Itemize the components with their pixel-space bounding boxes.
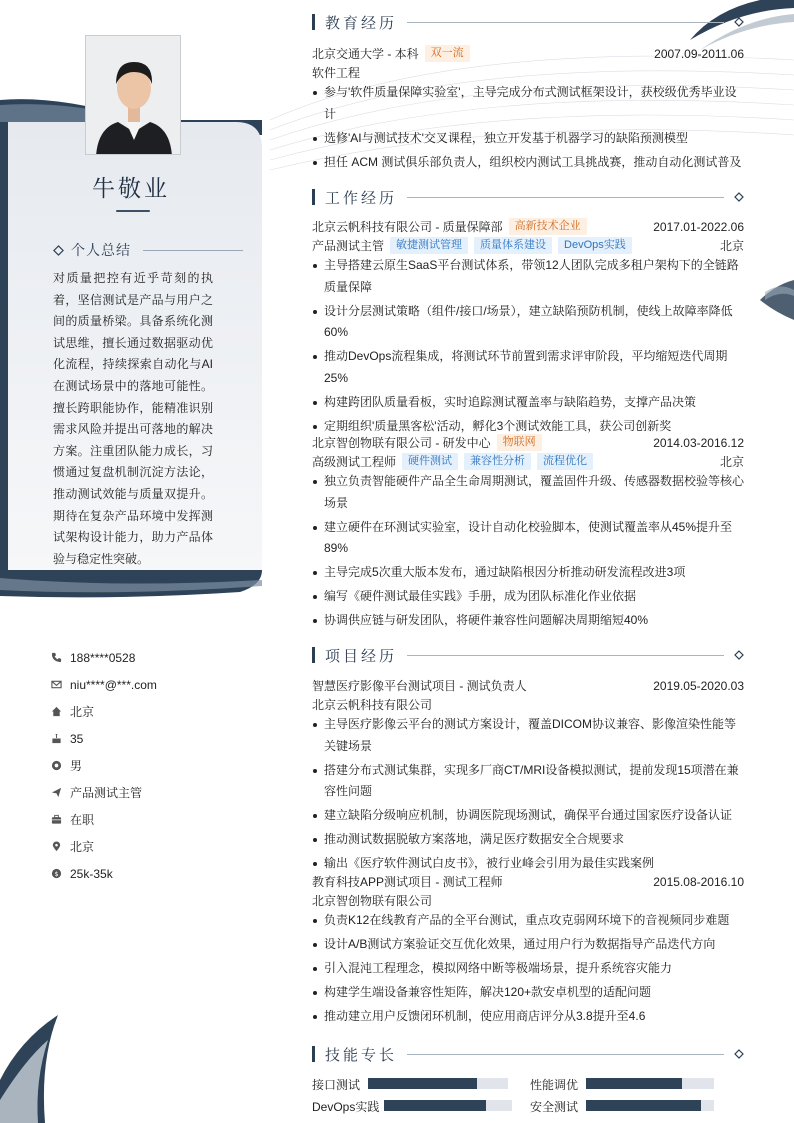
skill-bar-fill bbox=[586, 1078, 682, 1089]
contact-phone: 188****0528 bbox=[50, 644, 250, 671]
contact-age: 35 bbox=[50, 725, 250, 752]
project-bullets bbox=[312, 910, 744, 1028]
summary-text: 对质量把控有近乎苛刻的执着，坚信测试是产品与用户之间的质量桥梁。具备系统化测试思维，擅长通过数据驱动优化流程，持续探索自动化与AI在测试场景中的落地可能性。擅长跨职能协作，能精准识别需求风险并提出可落地的解决方案。注重团队能力成长，习惯通过复盘机制沉淀方法论，推动测试效能与质量双提升。期待在复杂产品环境中发挥测试架构设计能力，助力产品体验与稳定性突破。 bbox=[53, 271, 213, 566]
projects-section-header bbox=[312, 644, 744, 666]
name-divider bbox=[116, 210, 150, 212]
education-entry bbox=[312, 44, 744, 176]
contact-target-position: 产品测试主管 bbox=[50, 779, 250, 806]
education-bullets bbox=[312, 82, 744, 173]
skill-name: DevOps实践 bbox=[312, 1099, 380, 1114]
list-item: 建立硬件在环测试实验室，设计自动化校验脚本，使测试覆盖率从45%提升至89% bbox=[312, 517, 744, 560]
diamond-icon bbox=[734, 650, 744, 660]
section-rule bbox=[407, 197, 724, 198]
person-avatar-icon bbox=[86, 36, 181, 155]
diamond-icon bbox=[734, 17, 744, 27]
job-city: 北京 bbox=[719, 455, 744, 469]
skill-name: 性能调优 bbox=[530, 1077, 579, 1092]
job-position: 产品测试主管 bbox=[312, 239, 385, 253]
list-item: 构建跨团队质量看板，实时追踪测试覆盖率与缺陷趋势，支撑产品决策 bbox=[312, 392, 744, 414]
skill-bar-track bbox=[368, 1078, 508, 1089]
skill-item bbox=[312, 1076, 360, 1092]
skill-tag: 流程优化 bbox=[537, 453, 593, 470]
list-item: 主导完成5次重大版本发布，通过缺陷根因分析推动研发流程改进3项 bbox=[312, 562, 744, 584]
job-bullets bbox=[312, 255, 744, 437]
project-entry bbox=[312, 676, 744, 877]
skill-item bbox=[312, 1098, 379, 1114]
skill-tag: 质量体系建设 bbox=[474, 237, 552, 254]
project-org: 北京云帆科技有限公司 bbox=[312, 698, 433, 712]
section-rule bbox=[407, 1054, 724, 1055]
section-bar bbox=[312, 647, 315, 663]
skill-tag: 敏捷测试管理 bbox=[390, 237, 468, 254]
contact-residence: 北京 bbox=[50, 698, 250, 725]
summary-header bbox=[53, 241, 243, 259]
skill-bar-fill bbox=[368, 1078, 477, 1089]
cake-icon bbox=[50, 733, 62, 745]
contact-email: niu****@***.com bbox=[50, 671, 250, 698]
send-icon bbox=[50, 787, 62, 799]
section-bar bbox=[312, 14, 315, 30]
list-item: 定期组织'质量黑客松'活动，孵化3个测试效能工具，获公司创新奖 bbox=[312, 416, 744, 438]
list-item: 主导医疗影像云平台的测试方案设计，覆盖DICOM协议兼容、影像渲染性能等关键场景 bbox=[312, 714, 744, 757]
project-org: 北京智创物联有限公司 bbox=[312, 894, 433, 908]
skill-bar-track bbox=[586, 1100, 714, 1111]
list-item: 编写《硬件测试最佳实践》手册，成为团队标准化作业依据 bbox=[312, 586, 744, 608]
summary-title: 个人总结 bbox=[71, 242, 131, 258]
job-date: 2014.03-2016.12 bbox=[653, 435, 744, 450]
contact-gender: 男 bbox=[50, 752, 250, 779]
list-item: 推动测试数据脱敏方案落地，满足医疗数据安全合规要求 bbox=[312, 829, 744, 851]
diamond-icon bbox=[734, 1049, 744, 1059]
skill-item bbox=[530, 1098, 578, 1114]
company-name: 北京智创物联有限公司 - 研发中心 bbox=[312, 436, 491, 450]
skill-name: 安全测试 bbox=[530, 1099, 579, 1114]
contact-salary: $ 25k-35k bbox=[50, 860, 250, 887]
job-city: 北京 bbox=[719, 239, 744, 253]
list-item: 构建学生端设备兼容性矩阵，解决120+款安卓机型的适配问题 bbox=[312, 982, 744, 1004]
list-item: 选修'AI与测试技术'交叉课程，独立开发基于机器学习的缺陷预测模型 bbox=[312, 128, 744, 150]
job-bullets bbox=[312, 471, 744, 632]
skill-bar bbox=[586, 1100, 714, 1111]
school-tag: 双一流 bbox=[425, 45, 470, 62]
briefcase-icon bbox=[50, 814, 62, 826]
profile-photo bbox=[85, 35, 181, 155]
skill-bar bbox=[384, 1100, 512, 1111]
section-rule bbox=[407, 22, 724, 23]
skill-tag: 硬件测试 bbox=[402, 453, 458, 470]
job-entry bbox=[312, 433, 744, 634]
company-tag: 高新技术企业 bbox=[509, 218, 587, 235]
list-item: 推动建立用户反馈闭环机制，使应用商店评分从3.8提升至4.6 bbox=[312, 1006, 744, 1028]
project-date: 2019.05-2020.03 bbox=[653, 678, 744, 693]
contact-status: 在职 bbox=[50, 806, 250, 833]
skill-tag: 兼容性分析 bbox=[464, 453, 531, 470]
skill-bar-track bbox=[384, 1100, 512, 1111]
education-date: 2007.09-2011.06 bbox=[654, 46, 744, 61]
list-item: 设计分层测试策略（组件/接口/场景），建立缺陷预防机制，使线上故障率降低60% bbox=[312, 301, 744, 344]
project-entry bbox=[312, 872, 744, 1030]
list-item: 引入混沌工程理念，模拟网络中断等极端场景，提升系统容灾能力 bbox=[312, 958, 744, 980]
gender-icon bbox=[50, 760, 62, 772]
project-date: 2015.08-2016.10 bbox=[653, 874, 744, 889]
svg-text:$: $ bbox=[53, 869, 59, 878]
skill-bar-fill bbox=[384, 1100, 486, 1111]
list-item: 主导搭建云原生SaaS平台测试体系，带领12人团队完成多租户架构下的全链路质量保障 bbox=[312, 255, 744, 298]
person-name: 牛敬业 bbox=[92, 176, 170, 202]
contact-list bbox=[50, 644, 250, 887]
work-title: 工作经历 bbox=[325, 189, 398, 207]
phone-icon bbox=[50, 652, 62, 664]
list-item: 搭建分布式测试集群，实现多厂商CT/MRI设备模拟测试，提前发现15项潜在兼容性问题 bbox=[312, 760, 744, 803]
skill-bar-track bbox=[586, 1078, 714, 1089]
list-item: 独立负责智能硬件产品全生命周期测试，覆盖固件升级、传感器数据校验等核心场景 bbox=[312, 471, 744, 514]
project-name: 智慧医疗影像平台测试项目 - 测试负责人 bbox=[312, 679, 527, 693]
company-name: 北京云帆科技有限公司 - 质量保障部 bbox=[312, 220, 503, 234]
section-bar bbox=[312, 189, 315, 205]
list-item: 建立缺陷分级响应机制，协调医院现场测试，确保平台通过国家医疗设备认证 bbox=[312, 805, 744, 827]
school-name: 北京交通大学 - 本科 bbox=[312, 47, 419, 61]
education-section-header bbox=[312, 11, 744, 33]
section-rule bbox=[407, 655, 724, 656]
skill-bar bbox=[368, 1078, 508, 1089]
list-item: 协调供应链与研发团队，将硬件兼容性问题解决周期缩短40% bbox=[312, 610, 744, 632]
skill-name: 接口测试 bbox=[312, 1077, 361, 1092]
list-item: 设计A/B测试方案验证交互优化效果，通过用户行为数据指导产品迭代方向 bbox=[312, 934, 744, 956]
education-title: 教育经历 bbox=[325, 14, 398, 32]
list-item: 推动DevOps流程集成，将测试环节前置到需求评审阶段，平均缩短迭代周期25% bbox=[312, 346, 744, 389]
skill-item bbox=[530, 1076, 578, 1092]
project-bullets bbox=[312, 714, 744, 875]
section-bar bbox=[312, 1046, 315, 1062]
projects-title: 项目经历 bbox=[325, 647, 398, 665]
work-section-header bbox=[312, 186, 744, 208]
job-date: 2017.01-2022.06 bbox=[653, 219, 744, 234]
summary-rule bbox=[143, 250, 243, 251]
skill-bar bbox=[586, 1078, 714, 1089]
list-item: 担任 ACM 测试俱乐部负责人，组织校内测试工具挑战赛，推动自动化测试普及 bbox=[312, 152, 744, 174]
contact-target-city: 北京 bbox=[50, 833, 250, 860]
salary-icon bbox=[50, 868, 62, 880]
list-item: 负责K12在线教育产品的全平台测试，重点攻克弱网环境下的音视频同步难题 bbox=[312, 910, 744, 932]
list-item: 输出《医疗软件测试白皮书》，被行业峰会引用为最佳实践案例 bbox=[312, 853, 744, 875]
skills-title: 技能专长 bbox=[325, 1046, 398, 1064]
skill-tag: DevOps实践 bbox=[558, 237, 632, 254]
mail-icon bbox=[50, 679, 62, 691]
project-name: 教育科技APP测试项目 - 测试工程师 bbox=[312, 875, 503, 889]
diamond-icon bbox=[734, 192, 744, 202]
diamond-icon bbox=[53, 245, 64, 256]
location-pin-icon bbox=[50, 841, 62, 853]
company-tag: 物联网 bbox=[497, 434, 542, 451]
job-entry bbox=[312, 217, 744, 440]
major: 软件工程 bbox=[312, 66, 361, 80]
home-icon bbox=[50, 706, 62, 718]
left-column bbox=[0, 0, 262, 1123]
skill-bar-fill bbox=[586, 1100, 701, 1111]
list-item: 参与'软件质量保障实验室'，主导完成分布式测试框架设计，获校级优秀毕业设计 bbox=[312, 82, 744, 125]
skills-section-header bbox=[312, 1043, 744, 1065]
job-position: 高级测试工程师 bbox=[312, 455, 397, 469]
